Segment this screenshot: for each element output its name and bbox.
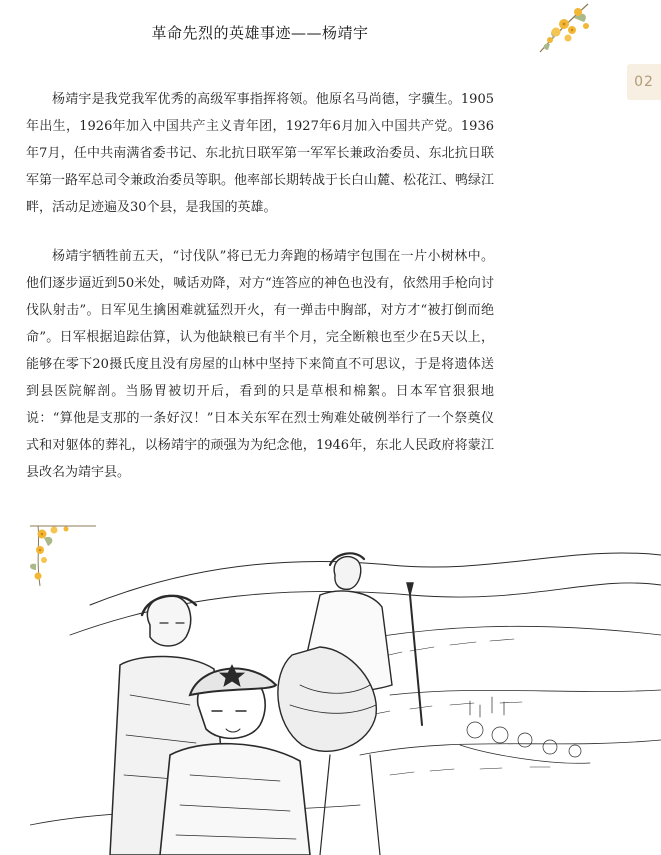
page-title: 革命先烈的英雄事迹——杨靖宇 — [151, 24, 369, 42]
page-number: 02 — [634, 74, 654, 90]
flower-corner-icon — [26, 520, 100, 592]
paragraph-biography: 杨靖宇是我党我军优秀的高级军事指挥将领。他原名马尚德，字骥生。1905年出生，1926年加入中国共产主义青年团，1927年6月加入中国共产党。1936年7月，任中共南满省委书记、东北抗日联军第一军军长兼政治委员、东北抗日联军第一路军总司令兼政治委员等职。他率部长期转战于长白山麓、松花江、鸭绿江畔，活动足迹遍及30个县，是我国的英雄。 — [26, 92, 495, 215]
paragraph-sacrifice: 杨靖宇牺牲前五天，“讨伐队”将已无力奔跑的杨靖宇包围在一片小树林中。他们逐步逼近到50米处，喊话劝降，对方“连答应的神色也没有，依然用手枪向讨伐队射击”。日军见生擒困难就猛烈开火，有一弹击中胸部，对方才“被打倒而绝命”。日军根据追踪估算，认为他缺粮已有半个月，完全断粮也至少在5天以上，能够在零下20摄氏度且没有房屋的山林中坚持下来简直不可思议，于是将遗体送到县医院解剖。当肠胃被切开后，看到的只是草根和棉絮。日本军官狠狠地说：“算他是支那的一条好汉！”日本关东军在烈士殉难处破例举行了一个祭奠仪式和对躯体的葬礼，以杨靖宇的顽强为为纪念他，1946年，东北人民政府将蒙江县改名为靖宇县。 — [26, 249, 494, 480]
soldiers-sketch-illustration — [30, 525, 661, 855]
page-number-tab — [627, 64, 661, 100]
flower-decoration-icon — [530, 0, 600, 54]
